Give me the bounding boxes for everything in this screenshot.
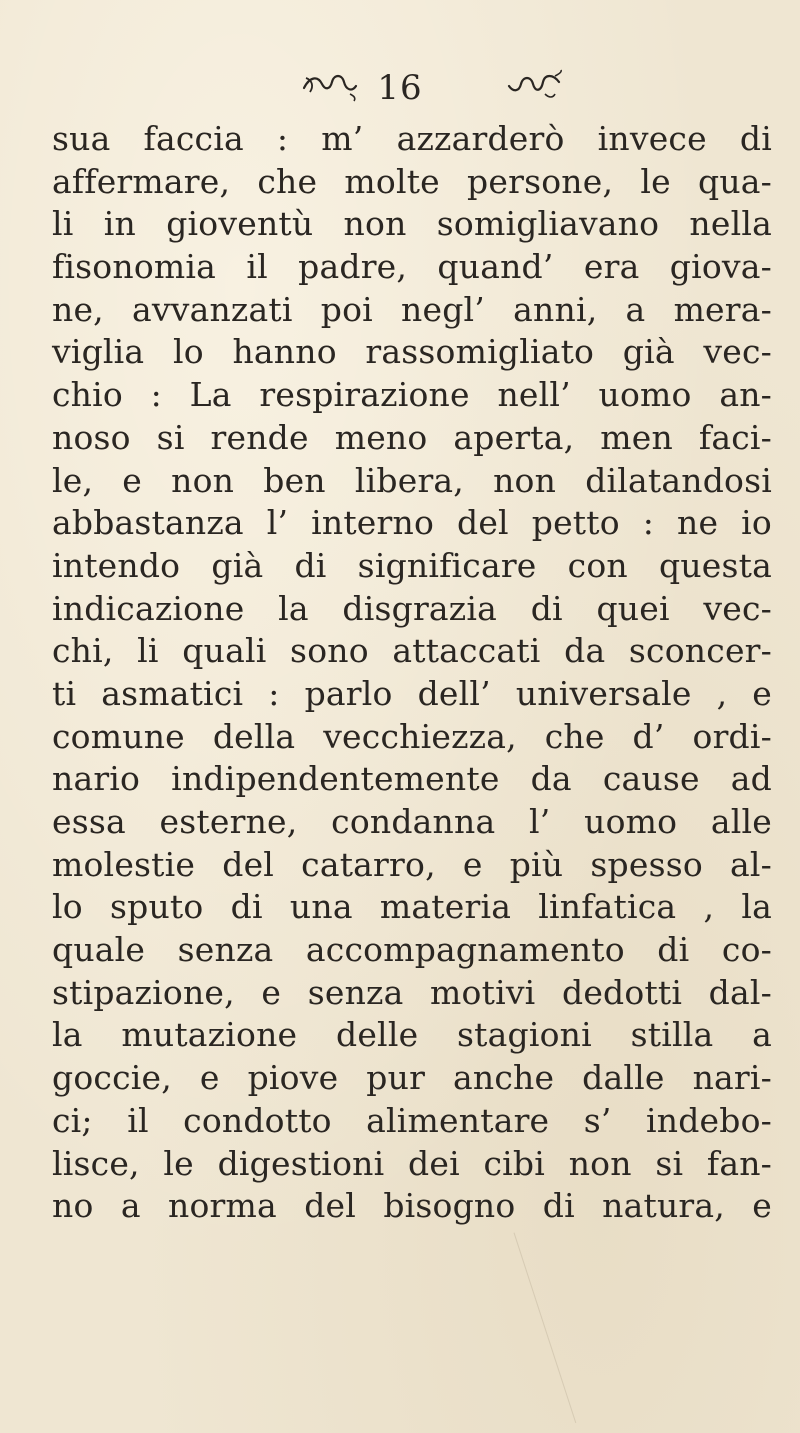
text-line: lisce, le digestioni dei cibi non si fan-: [52, 1143, 772, 1183]
text-line: chi, li quali sono attaccati da sconcer-: [52, 631, 772, 671]
text-line: fisonomia il padre, quand’ era giova-: [52, 247, 772, 287]
text-line: chio : La respirazione nell’ uomo an-: [52, 375, 772, 415]
text-line: ti asmatici : parlo dell’ universale , e: [52, 673, 772, 713]
text-line: ci; il condotto alimentare s’ indebo-: [52, 1100, 772, 1140]
text-line: affermare, che molte persone, le qua-: [52, 161, 772, 201]
decorative-flourish-icon: [300, 68, 360, 104]
text-line: stipazione, e senza motivi dedotti dal-: [52, 972, 772, 1012]
text-line: lo sputo di una materia linfatica , la: [52, 887, 772, 927]
text-line: noso si rende meno aperta, men faci-: [52, 417, 772, 457]
decorative-flourish-icon: [505, 68, 565, 104]
text-line: sua faccia : m’ azzarderò invece di: [52, 119, 772, 158]
text-line: viglia lo hanno rassomigliato già vec-: [52, 332, 772, 372]
text-line: molestie del catarro, e più spesso al-: [52, 844, 772, 884]
text-line: essa esterne, condanna l’ uomo alle: [52, 802, 772, 841]
text-line: li in gioventù non somigliavano nella: [52, 204, 772, 244]
page-header: [0, 58, 800, 118]
text-line: quale senza accompagnamento di co-: [52, 930, 772, 970]
text-line: no a norma del bisogno di natura, e: [52, 1186, 772, 1226]
page-number: 16: [377, 68, 423, 108]
text-line: ne, avvanzati poi negl’ anni, a mera-: [52, 289, 772, 329]
text-line: intendo già di significare con questa: [52, 545, 772, 585]
text-line: indicazione la disgrazia di quei vec-: [52, 588, 772, 628]
body-text: [52, 118, 772, 1228]
text-line: abbastanza l’ interno del petto : ne io: [52, 503, 772, 543]
text-line: goccie, e piove pur anche dalle nari-: [52, 1058, 772, 1098]
text-line: la mutazione delle stagioni stilla a: [52, 1015, 772, 1055]
text-line: comune della vecchiezza, che d’ ordi-: [52, 716, 772, 756]
text-line: le, e non ben libera, non dilatandosi: [52, 460, 772, 500]
text-line: nario indipendentemente da cause ad: [52, 759, 772, 799]
